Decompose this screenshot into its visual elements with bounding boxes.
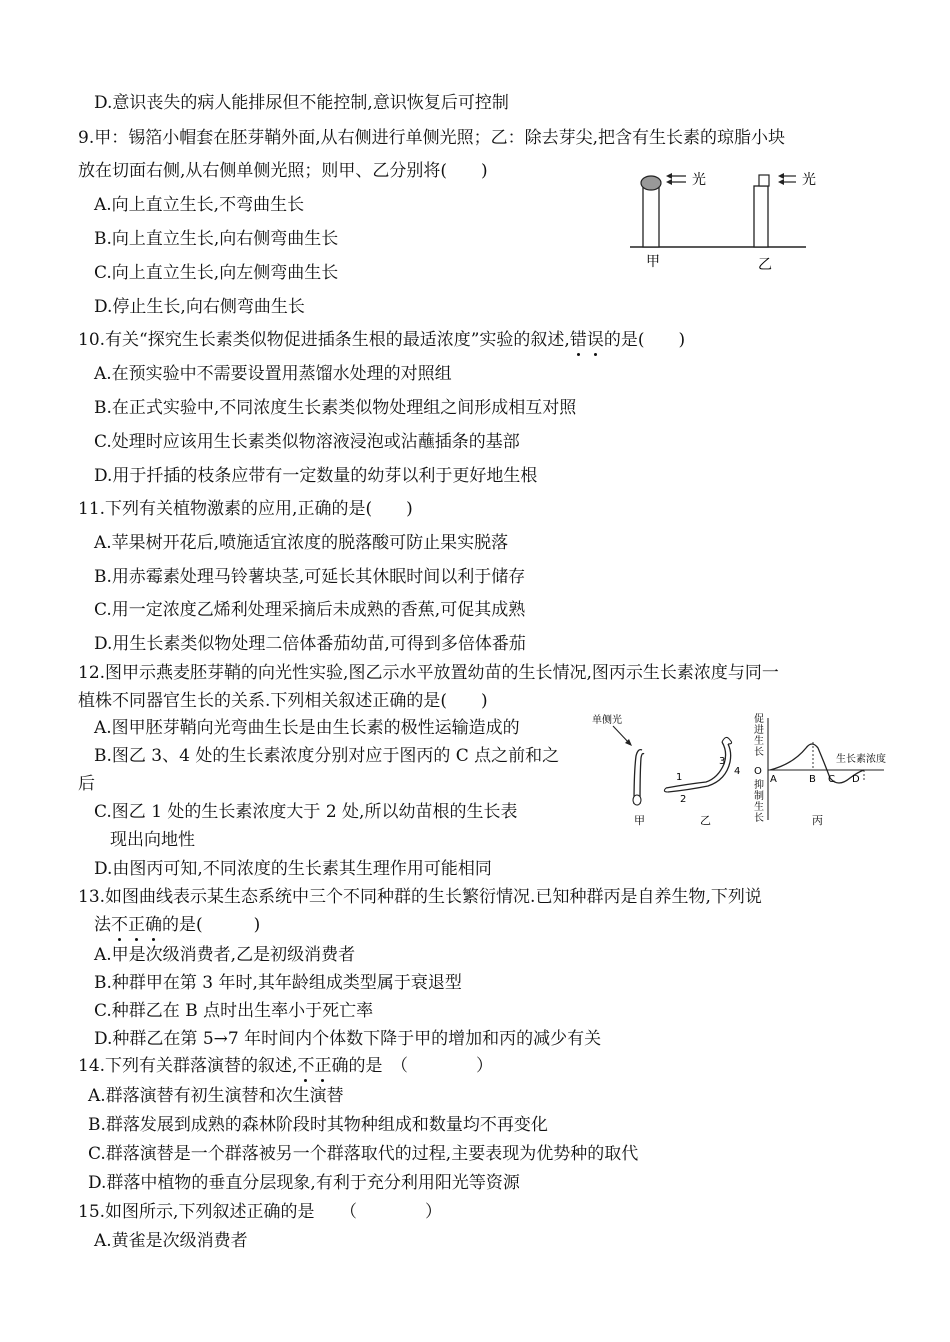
q9-light-label-yi: 光 [802,172,816,188]
q13-option-c: C.种群乙在 B 点时出生率小于死亡率 [94,1001,374,1021]
q14-stem-post: 确的是 （ ） [331,1056,493,1076]
q12-option-b-line2: 后 [78,774,95,794]
q12-point-a: A [770,774,777,785]
q11-option-b: B.用赤霉素处理马铃薯块茎,可延长其休眠时间以利于储存 [94,567,526,587]
q13-option-d: D.种群乙在第 5→7 年时间内个体数下降于甲的增加和丙的减少有关 [94,1029,602,1049]
q12-mark-1: 1 [676,772,683,783]
q13-stem-line2 [94,914,260,936]
q10-option-a: A.在预实验中不需要设置用蒸馏水处理的对照组 [94,364,452,384]
q10-option-c: C.处理时应该用生长素类似物溶液浸泡或沾蘸插条的基部 [94,432,520,452]
q15-option-a: A.黄雀是次级消费者 [94,1231,248,1251]
q14-option-d: D.群落中植物的垂直分层现象,有利于充分利用阳光等资源 [88,1173,520,1193]
q9-label-yi: 乙 [758,257,772,273]
q12-mark-4: 4 [734,766,741,777]
q12-point-c: C [828,774,835,785]
q14-option-b: B.群落发展到成熟的森林阶段时其物种组成和数量均不再变化 [88,1115,548,1135]
q12-mark-2: 2 [680,794,687,805]
q12-ylabel-promote: 促进生长 [754,714,764,758]
q14-stem-pre: 14.下列有关群落演替的叙述, [78,1056,298,1076]
q12-option-b-line1: B.图乙 3、4 处的生长素浓度分别对应于图丙的 C 点之前和之 [94,746,560,766]
q14-emphasis-char-1: 不 [297,1056,315,1076]
q9-foil-cap [641,176,661,190]
q13-option-a: A.甲是次级消费者,乙是初级消费者 [94,945,356,965]
q9-option-d: D.停止生长,向右侧弯曲生长 [94,297,305,317]
q14-stem [78,1055,493,1077]
q10-option-b: B.在正式实验中,不同浓度生长素类似物处理组之间形成相互对照 [94,398,577,418]
q11-option-d: D.用生长素类似物处理二倍体番茄幼苗,可得到多倍体番茄 [94,634,526,654]
q12-origin-o: O [754,766,762,777]
q13-emphasis-char-1: 不 [111,915,128,935]
q12-figure [588,712,900,834]
q9-light-arrow-jia [666,173,672,179]
q12-label-jia: 甲 [634,814,645,827]
q14-option-a: A.群落演替有初生演替和次生演替 [88,1086,344,1106]
q10-emphasis-char-2: 误 [586,330,604,350]
q12-option-d: D.由图丙可知,不同浓度的生长素其生理作用可能相同 [94,859,492,879]
q12-seedling-yi [666,742,726,788]
q12-label-yi: 乙 [700,814,711,827]
q9-light-arrow-yi [778,173,784,179]
q9-option-c: C.向上直立生长,向左侧弯曲生长 [94,263,339,283]
q13-emphasis-char-3: 确 [145,915,162,935]
q10-emphasis-char-1: 错 [569,330,587,350]
q10-stem-post: 的是( ) [603,330,686,350]
q9-option-b: B.向上直立生长,向右侧弯曲生长 [94,229,339,249]
q11-stem: 11.下列有关植物激素的应用,正确的是( ) [78,499,413,519]
q12-option-c-line2: 现出向地性 [110,830,195,850]
q12-mark-3: 3 [719,756,726,767]
q15-stem: 15.如图所示,下列叙述正确的是 （ ） [78,1202,442,1222]
q13-option-b: B.种群甲在第 3 年时,其年龄组成类型属于衰退型 [94,973,462,993]
q9-figure [628,168,818,273]
q12-ylabel-inhibit: 抑制生长 [754,780,764,824]
q12-unilateral-light-label: 单侧光 [592,715,622,726]
q9-stem-line1: 9.甲：锡箔小帽套在胚芽鞘外面,从右侧进行单侧光照；乙：除去芽尖,把含有生长素的琼脂小块 [78,128,786,148]
q12-xlabel: 生长素浓度 [836,754,886,765]
q11-option-a: A.苹果树开花后,喷施适宜浓度的脱落酸可防止果实脱落 [94,533,509,553]
q12-option-c-line1: C.图乙 1 处的生长素浓度大于 2 处,所以幼苗根的生长表 [94,802,518,822]
q11-option-c: C.用一定浓度乙烯利处理采摘后未成熟的香蕉,可促其成熟 [94,600,526,620]
q13-stem-post: 的是( ) [162,915,261,935]
q9-stem-line2: 放在切面右侧,从右侧单侧光照；则甲、乙分别将( ) [78,161,488,181]
q10-stem-pre: 10.有关“探究生长素类似物促进插条生根的最适浓度”实验的叙述, [78,330,570,350]
q10-option-d: D.用于扦插的枝条应带有一定数量的幼芽以利于更好地生根 [94,466,538,486]
q13-stem-line1: 13.如图曲线表示某生态系统中三个不同种群的生长繁衍情况.已知种群丙是自养生物,下列说 [78,887,762,907]
q9-coleoptile-jia [643,185,659,247]
q14-option-c: C.群落演替是一个群落被另一个群落取代的过程,主要表现为优势种的取代 [88,1144,639,1164]
q13-emphasis-char-2: 正 [128,915,145,935]
q12-stem-line2: 植株不同器官生长的关系.下列相关叙述正确的是( ) [78,691,488,711]
q9-label-jia: 甲 [646,254,660,270]
q9-light-label-jia: 光 [692,172,706,188]
q12-point-d: D [852,774,860,785]
q12-stem-line1: 12.图甲示燕麦胚芽鞘的向光性实验,图乙示水平放置幼苗的生长情况,图丙示生长素浓度与同一 [78,663,779,683]
q14-emphasis-char-2: 正 [314,1056,332,1076]
q9-option-a: A.向上直立生长,不弯曲生长 [94,195,305,215]
q8-option-d: D.意识丧失的病人能排尿但不能控制,意识恢复后可控制 [94,93,509,113]
q13-stem-pre: 法 [94,915,111,935]
q12-label-bing: 丙 [812,814,823,827]
q10-stem [78,329,685,351]
q12-point-b: B [809,774,816,785]
q9-agar-block [759,175,769,186]
q9-coleoptile-yi [754,186,768,247]
q12-option-a: A.图甲胚芽鞘向光弯曲生长是由生长素的极性运输造成的 [94,718,520,738]
